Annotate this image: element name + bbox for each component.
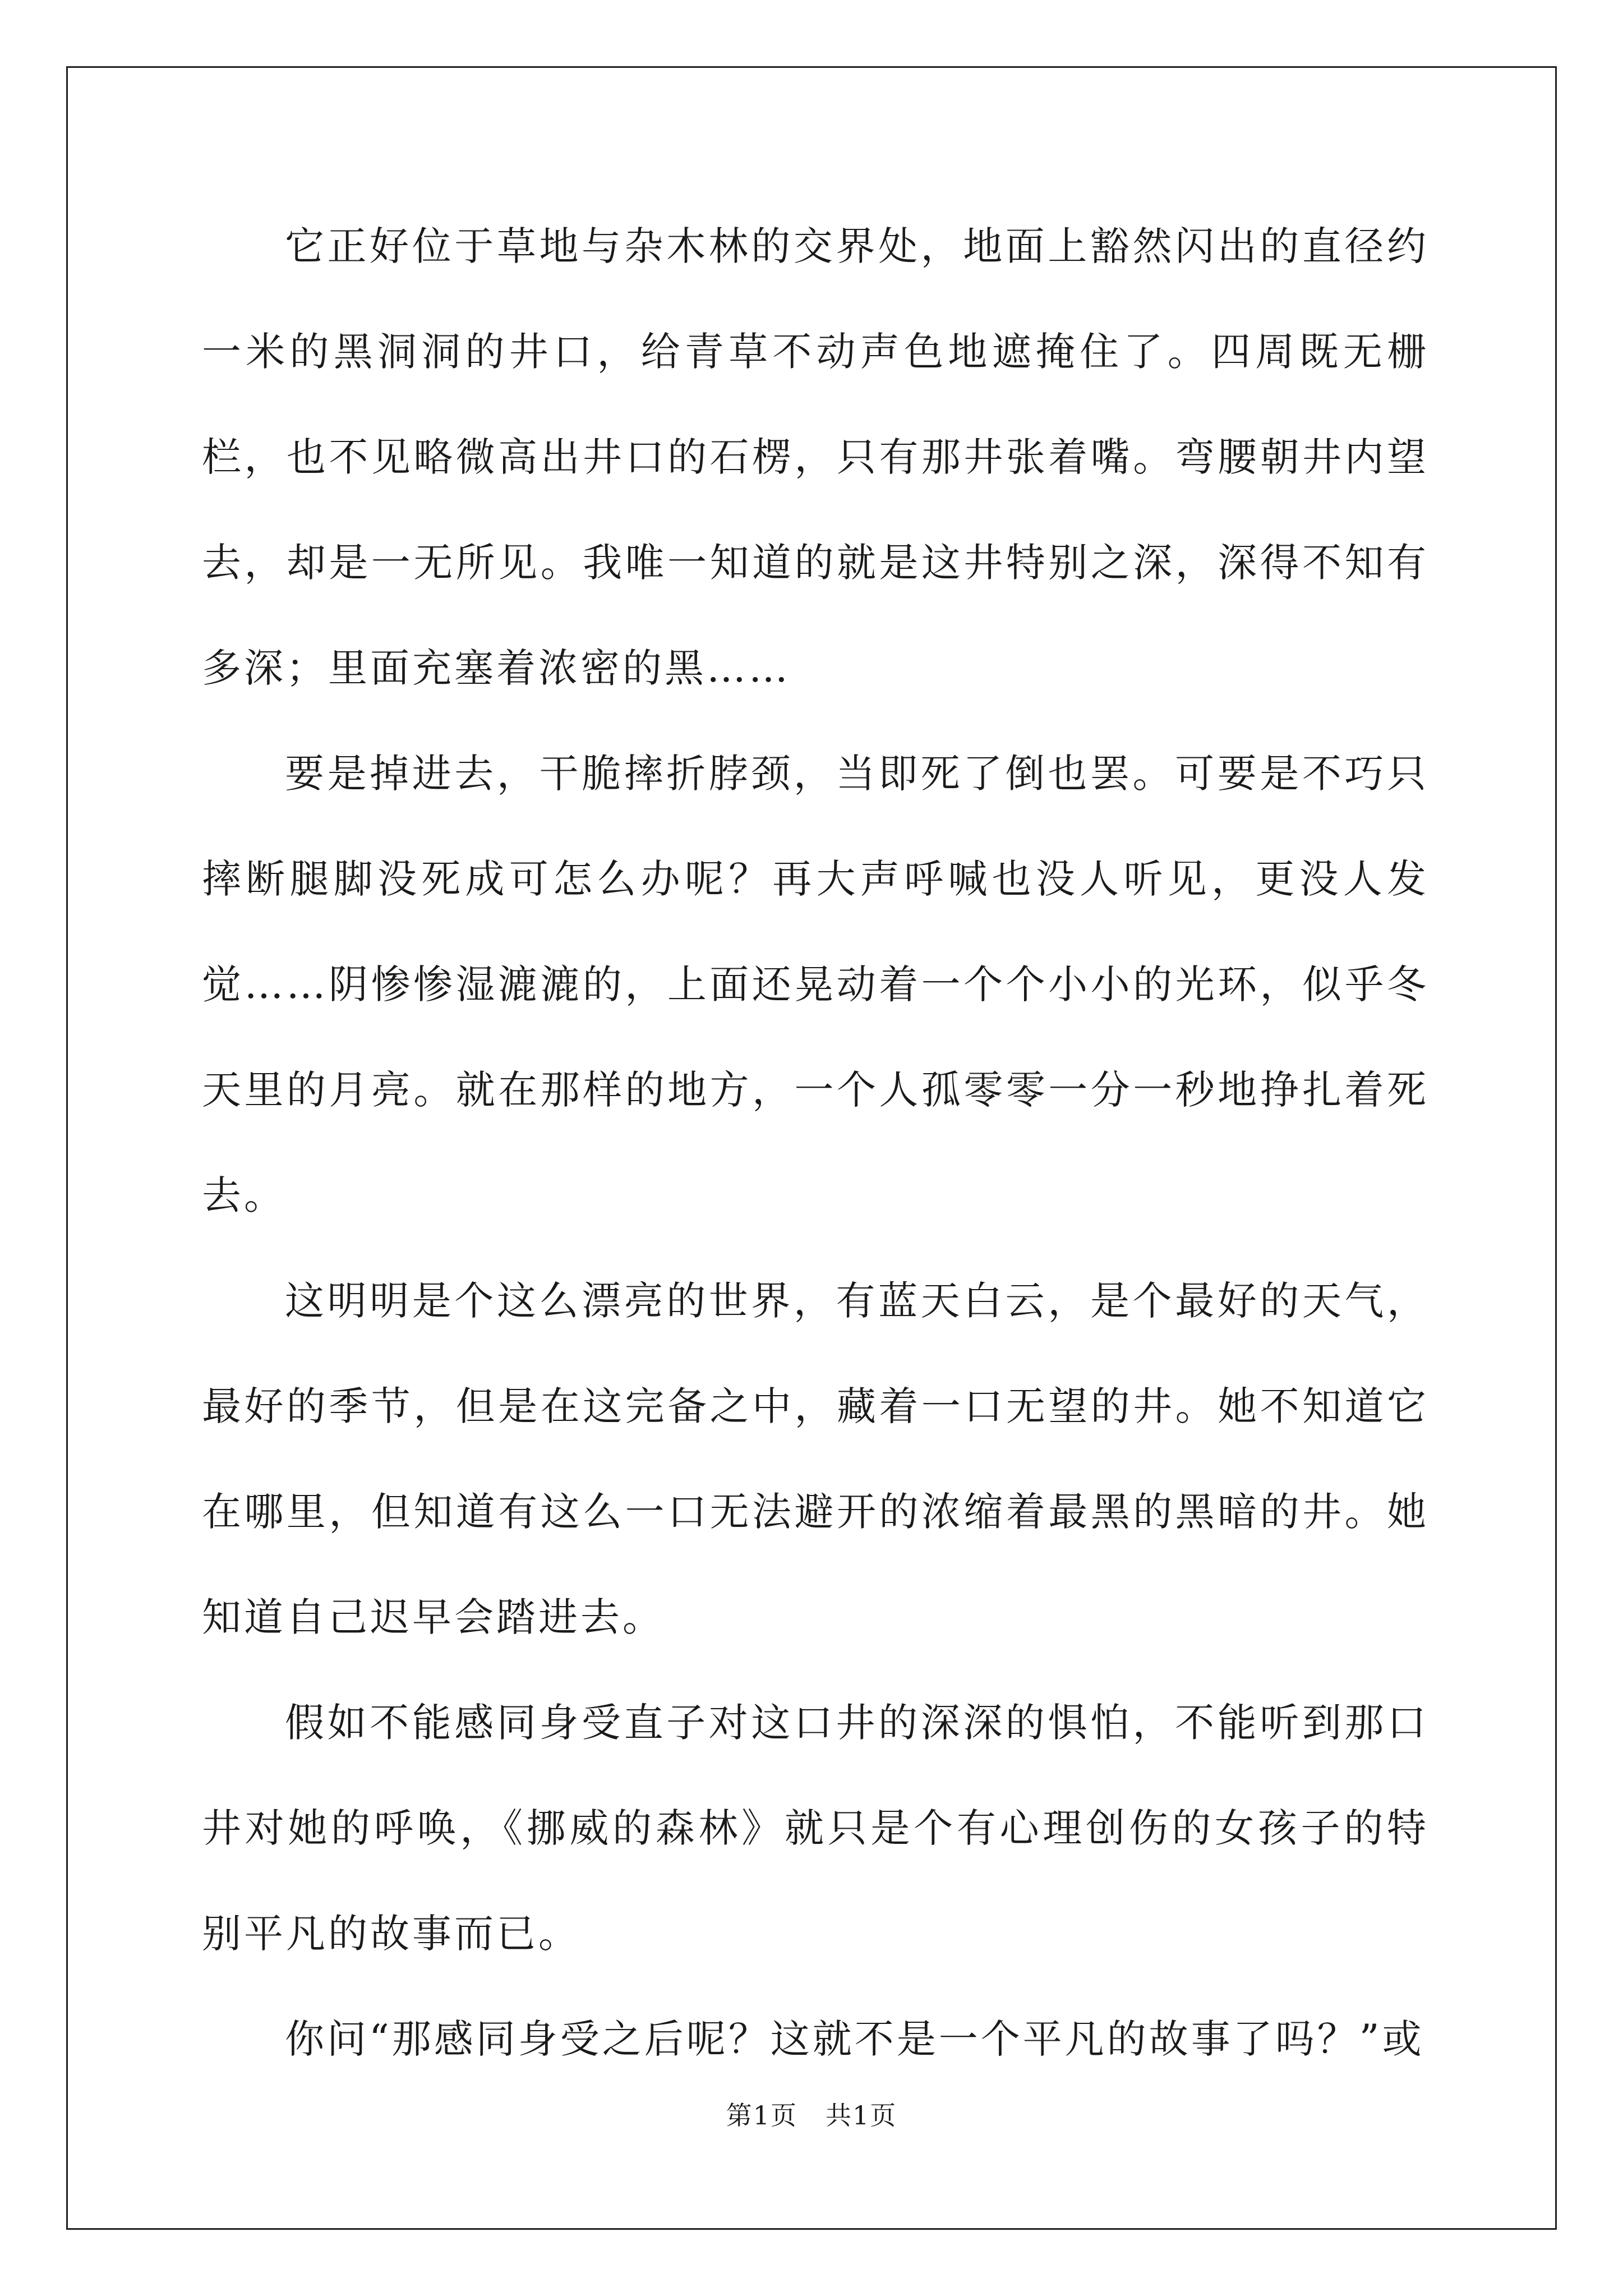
document-body — [202, 194, 1429, 2092]
page-total: 共1页 — [825, 2100, 897, 2131]
page-number: 第1页 — [726, 2100, 798, 2131]
paragraph-5: 你问“那感同身受之后呢？这就不是一个平凡的故事了吗？”或 — [285, 2016, 1424, 2062]
paragraph-2: 要是掉进去，干脆摔折脖颈，当即死了倒也罢。可要是不巧只摔断腿脚没死成可怎么办呢？再大声呼喊也没人听见，更没人发觉……阴惨惨湿漉漉的，上面还晃动着一个个小小的光环，似乎冬天里的月亮。就在那样的地方，一个人孤零零一分一秒地挣扎着死去。 — [202, 751, 1429, 1218]
paragraph-3: 这明明是个这么漂亮的世界，有蓝天白云，是个最好的天气，最好的季节，但是在这完备之中，藏着一口无望的井。她不知道它在哪里，但知道有这么一口无法避开的浓缩着最黑的黑暗的井。她知道自己迟早会踏进去。 — [202, 1278, 1429, 1640]
paragraph-1: 它正好位于草地与杂木林的交界处，地面上豁然闪出的直径约一米的黑洞洞的井口，给青草不动声色地遮掩住了。四周既无栅栏，也不见略微高出井口的石楞，只有那井张着嘴。弯腰朝井内望去，却是一无所见。我唯一知道的就是这井特别之深，深得不知有多深；里面充塞着浓密的黑…… — [202, 223, 1429, 691]
page-footer — [0, 2095, 1623, 2132]
paragraph-4: 假如不能感同身受直子对这口井的深深的惧怕，不能听到那口井对她的呼唤，《挪威的森林》就只是个有心理创伤的女孩子的特别平凡的故事而已。 — [202, 1700, 1429, 1957]
